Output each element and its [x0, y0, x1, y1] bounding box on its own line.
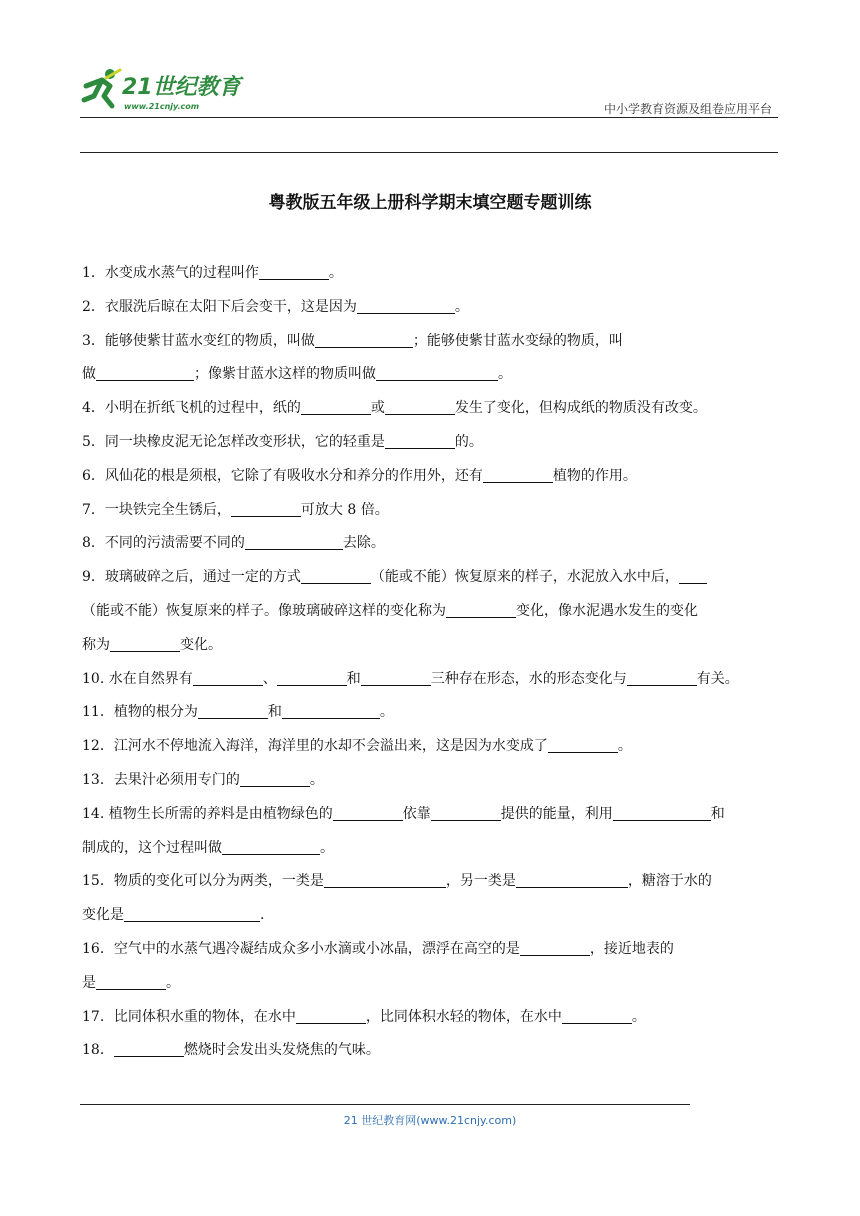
question-text: 或	[370, 400, 385, 417]
platform-label: 中小学教育资源及组卷应用平台	[603, 102, 772, 116]
question-16-line-1	[82, 932, 782, 966]
question-1-line-1	[82, 256, 782, 290]
answer-blank[interactable]	[114, 1038, 184, 1057]
answer-blank[interactable]	[110, 633, 180, 652]
question-text: ，比同体积水轻的物体，在水中	[365, 1008, 562, 1025]
answer-blank[interactable]	[613, 802, 711, 821]
question-text: 植物的作用。	[552, 467, 637, 484]
question-10-line-1	[82, 662, 782, 696]
question-text: 4．小明在折纸飞机的过程中，纸的	[82, 400, 301, 417]
answer-blank[interactable]	[376, 362, 498, 381]
answer-blank[interactable]	[96, 971, 166, 990]
top-divider	[80, 152, 778, 153]
answer-blank[interactable]	[361, 667, 431, 686]
question-9-line-3	[82, 628, 782, 662]
question-text: 15．物质的变化可以分为两类，一类是	[82, 873, 324, 890]
answer-blank[interactable]	[516, 869, 628, 888]
question-text: 10. 水在自然界有	[82, 670, 193, 687]
question-16-line-2	[82, 966, 782, 1000]
question-text: ；能够使紫甘蓝水变绿的物质，叫	[412, 332, 623, 349]
answer-blank[interactable]	[282, 700, 380, 719]
question-text: 提供的能量，利用	[500, 805, 613, 822]
question-3-line-1	[82, 324, 782, 358]
question-text: 14. 植物生长所需的养料是由植物绿色的	[82, 805, 333, 822]
question-text: 。	[617, 738, 632, 755]
question-text: 9．玻璃破碎之后，通过一定的方式	[82, 569, 301, 586]
answer-blank[interactable]	[124, 903, 260, 922]
header-divider	[80, 117, 778, 118]
logo-text: 21世纪教育	[122, 75, 241, 100]
question-17-line-1	[82, 1000, 782, 1034]
question-text: 有关。	[696, 670, 739, 687]
question-text: 5．同一块橡皮泥无论怎样改变形状，它的轻重是	[82, 434, 385, 450]
answer-blank[interactable]	[385, 396, 455, 415]
answer-blank[interactable]	[333, 802, 403, 821]
question-9-line-1	[82, 560, 782, 594]
runner-logo-icon	[80, 66, 124, 112]
question-text: 3．能够使紫甘蓝水变红的物质，叫做	[82, 332, 315, 349]
answer-blank[interactable]	[483, 464, 553, 483]
question-14-line-2	[82, 831, 782, 865]
question-8-line-1	[82, 526, 782, 560]
answer-blank[interactable]	[385, 430, 455, 449]
page-title: 粤教版五年级上册科学期末填空题专题训练	[268, 193, 592, 213]
question-text: 燃烧时会发出头发烧焦的气味。	[183, 1042, 380, 1059]
question-text: 。	[309, 772, 324, 788]
question-text: 17．比同体积水重的物体，在水中	[82, 1008, 296, 1025]
question-text: .	[260, 907, 265, 924]
answer-blank[interactable]	[446, 599, 516, 618]
question-2-line-1	[82, 290, 782, 324]
question-text: 。	[320, 839, 334, 856]
question-3-line-2	[82, 357, 782, 391]
question-text: 、	[262, 670, 277, 687]
answer-blank[interactable]	[431, 802, 501, 821]
question-text: 12．江河水不停地流入海洋，海洋里的水却不会溢出来，这是因为水变成了	[82, 738, 548, 755]
question-text: ，接近地表的	[589, 941, 674, 957]
question-text: 2．衣服洗后晾在太阳下后会变干，这是因为	[82, 298, 357, 315]
answer-blank[interactable]	[222, 836, 320, 855]
answer-blank[interactable]	[301, 396, 371, 415]
question-text: 是	[82, 974, 96, 991]
question-text: 可放大 8 倍。	[300, 501, 389, 518]
question-text: 。	[498, 366, 512, 383]
question-13-line-1	[82, 763, 782, 797]
answer-blank[interactable]	[357, 295, 455, 314]
question-text: 三种存在形态，水的形态变化与	[430, 670, 627, 687]
question-11-line-1	[82, 695, 782, 729]
answer-blank[interactable]	[245, 531, 343, 550]
question-text: 做	[82, 366, 96, 383]
question-text: 依靠	[402, 805, 431, 822]
question-text: 6．风仙花的根是须根，它除了有吸收水分和养分的作用外，还有	[82, 467, 483, 484]
question-text: ，糖溶于水的	[627, 873, 712, 890]
answer-blank[interactable]	[679, 565, 707, 584]
question-text: ；像紫甘蓝水这样的物质叫做	[194, 366, 376, 383]
question-text: 。	[328, 265, 343, 281]
question-text: 发生了变化，但构成纸的物质没有改变。	[454, 400, 707, 417]
question-15-line-2	[82, 898, 782, 932]
answer-blank[interactable]	[548, 734, 618, 753]
footer-divider	[80, 1104, 690, 1105]
question-text: 18．	[82, 1042, 114, 1059]
answer-blank[interactable]	[259, 261, 329, 280]
question-text: 。	[631, 1008, 646, 1025]
answer-blank[interactable]	[277, 667, 347, 686]
question-text: 13．去果汁必须用专门的	[82, 772, 240, 788]
question-6-line-1	[82, 459, 782, 493]
answer-blank[interactable]	[315, 329, 413, 348]
logo-url: www.21cnjy.com	[124, 102, 200, 111]
answer-blank[interactable]	[198, 700, 268, 719]
question-text: 称为	[82, 636, 110, 653]
answer-blank[interactable]	[627, 667, 697, 686]
question-14-line-1	[82, 797, 782, 831]
answer-blank[interactable]	[240, 768, 310, 787]
question-5-line-1	[82, 425, 782, 459]
answer-blank[interactable]	[562, 1005, 632, 1024]
question-text: ，另一类是	[445, 873, 516, 890]
answer-blank[interactable]	[520, 937, 590, 956]
question-7-line-1	[82, 493, 782, 527]
question-15-line-1	[82, 864, 782, 898]
question-text: 和	[267, 704, 282, 721]
question-text: 变化是	[82, 907, 124, 924]
question-text: 和	[710, 805, 725, 822]
question-18-line-1	[82, 1033, 782, 1067]
answer-blank[interactable]	[296, 1005, 366, 1024]
question-4-line-1	[82, 391, 782, 425]
footer-link[interactable]: 21 世纪教育网(www.21cnjy.com)	[343, 1114, 517, 1127]
question-text: 1．水变成水蒸气的过程叫作	[82, 265, 259, 281]
question-12-line-1	[82, 729, 782, 763]
question-text: （能或不能）恢复原来的样子，水泥放入水中后，	[370, 569, 679, 586]
brand-logo	[80, 66, 250, 116]
question-text: 。	[454, 298, 469, 315]
question-text: 16．空气中的水蒸气遇冷凝结成众多小水滴或小冰晶，漂浮在高空的是	[82, 941, 520, 957]
question-text: 变化。	[180, 636, 222, 653]
answer-blank[interactable]	[301, 565, 371, 584]
answer-blank[interactable]	[324, 869, 446, 888]
question-text: 8．不同的污渍需要不同的	[82, 535, 245, 552]
question-text: （能或不能）恢复原来的样子。像玻璃破碎这样的变化称为	[82, 603, 446, 619]
question-text: 。	[379, 704, 394, 721]
answer-blank[interactable]	[231, 498, 301, 517]
question-9-line-2	[82, 594, 782, 628]
question-text: 制成的，这个过程叫做	[82, 839, 222, 856]
question-text: 。	[166, 974, 180, 991]
answer-blank[interactable]	[193, 667, 263, 686]
question-text: 7．一块铁完全生锈后，	[82, 501, 231, 518]
answer-blank[interactable]	[96, 362, 194, 381]
question-text: 的。	[454, 434, 483, 450]
question-text: 和	[346, 670, 361, 687]
question-text: 11．植物的根分为	[82, 704, 198, 721]
question-text: 去除。	[342, 535, 385, 552]
question-text: 变化，像水泥遇水发生的变化	[516, 603, 698, 619]
